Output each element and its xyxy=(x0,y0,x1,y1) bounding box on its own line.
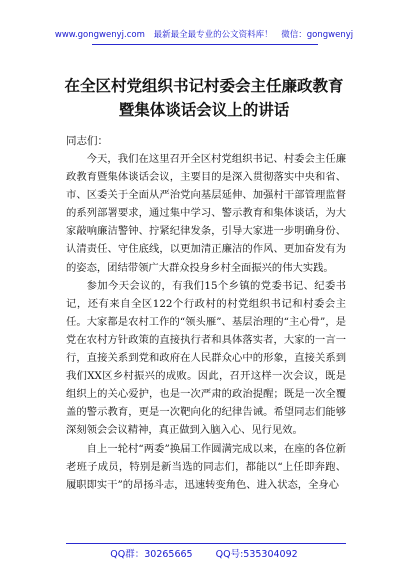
paragraph-3: 自上一轮村“两委”换届工作圆满完成以来，在座的各位新老班子成员，特别是新当选的同志们，都能以“上任即奔跑、履职即实干”的昂扬斗志，迅速转变角色、进入状态，全身心 xyxy=(66,442,346,491)
site-wechat: 微信：gongwenyj xyxy=(281,30,354,40)
document-body xyxy=(66,150,346,494)
footer-divider xyxy=(66,543,346,544)
paragraph-2: 参加今天会议的，有我们15个乡镇的党委书记、纪委书记，还有来自全区122个行政村的村党组织书记和村委会主任。大家都是农村工作的“领头雁”、基层治理的“主心骨”，是党在农村方针政策的直接执行者和具体落实者，大家的一言一行，直接关系到党和政府在人民群众心中的形象，直接关系到我们XX区乡村振兴的成败。因此，召开这样一次会议，既是组织上的关心爱护，也是一次严肃的政治提醒；既是一次全覆盖的警示教育，更是一次靶向化的纪律告诫。希望同志们能够深刻领会会议精神，真正做到入脑入心、见行见效。 xyxy=(66,279,346,437)
site-slogan: 最新最全最专业的公文资料库！ xyxy=(153,30,273,40)
header-divider xyxy=(92,44,318,45)
site-header xyxy=(0,28,408,40)
document-title-line-2: 暨集体谈话会议上的讲话 xyxy=(118,101,290,119)
qq-number: QQ号:535304092 xyxy=(215,549,298,560)
site-footer xyxy=(0,546,408,560)
qq-group: QQ群：30265665 xyxy=(110,549,193,560)
site-url[interactable]: www.gongwenyj.com xyxy=(54,30,145,40)
salutation: 同志们： xyxy=(66,135,108,147)
paragraph-1: 今天，我们在这里召开全区村党组织书记、村委会主任廉政教育暨集体谈话会议，主要目的是深入贯彻落实中央和省、市、区委关于全面从严治党向基层延伸、加强村干部管理监督的系列部署要求，通过集中学习、警示教育和集体谈话，为大家敲响廉洁警钟、拧紧纪律发条，引导大家进一步明确身份、认清责任、守住底线，以更加清正廉洁的作风、更加奋发有为的姿态，团结带领广大群众投身乡村全面振兴的伟大实践。 xyxy=(66,153,346,274)
document-title-line-1: 在全区村党组织书记村委会主任廉政教育 xyxy=(64,77,344,95)
